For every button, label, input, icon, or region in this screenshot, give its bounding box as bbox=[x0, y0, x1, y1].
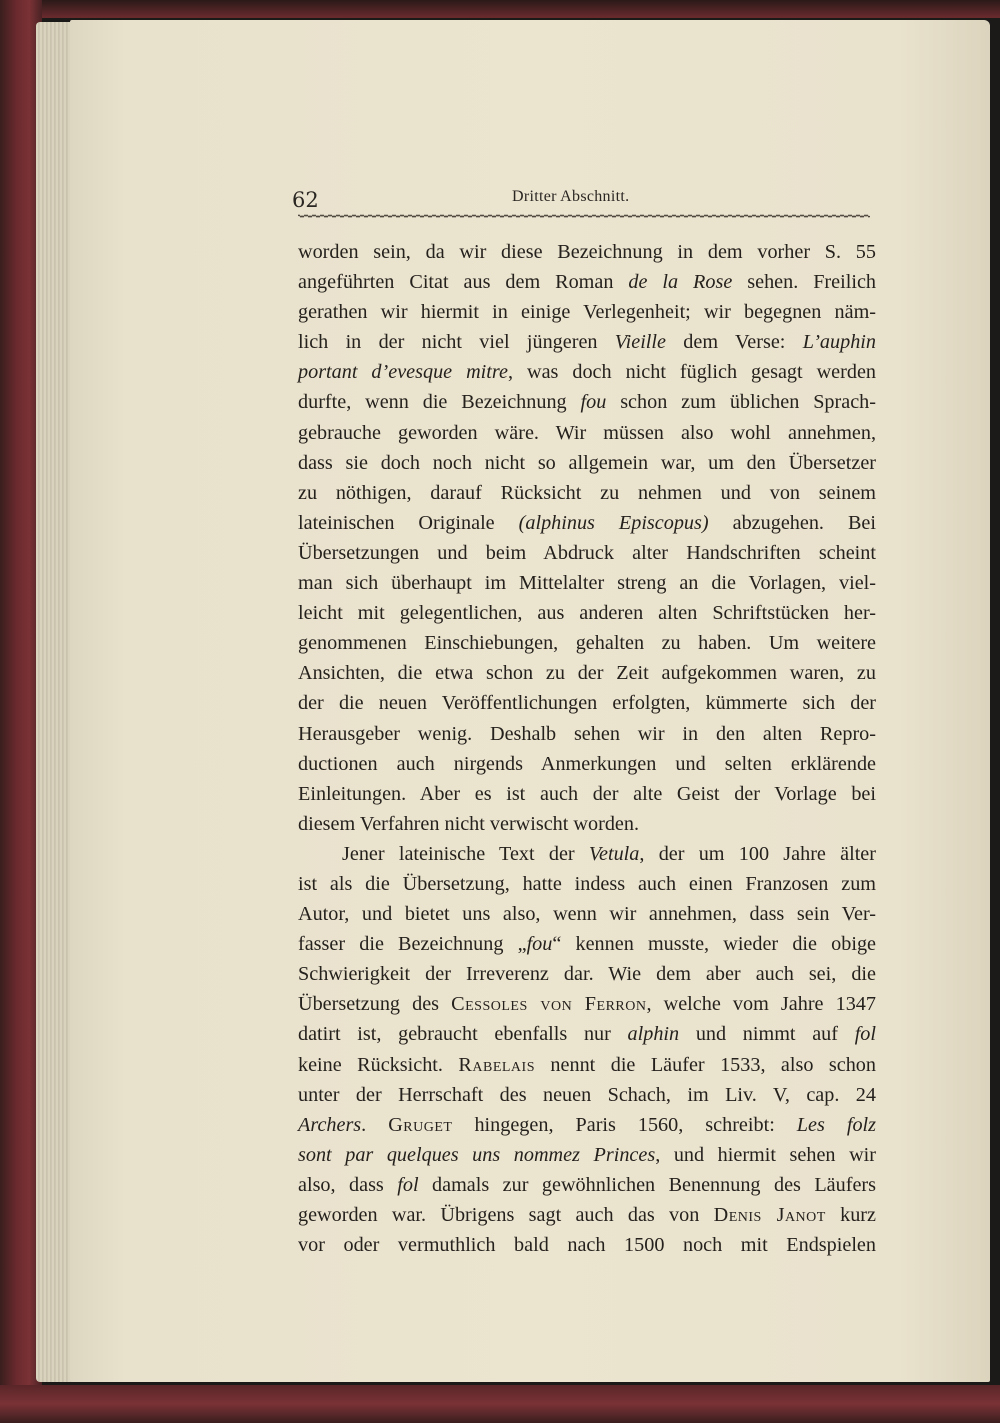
text-line: worden sein, da wir diese Bezeichnung in dem vorher S. 55 bbox=[298, 241, 876, 263]
running-head: Dritter Abschnitt. bbox=[512, 188, 630, 205]
text-line: dass sie doch noch nicht so allgemein war, um den Übersetzer bbox=[298, 451, 876, 474]
text-line: also, dass fol damals zur gewöhnlichen Benennung des Läufers bbox=[298, 1173, 876, 1196]
text-line: Übersetzungen und beim Abdruck alter Handschriften scheint bbox=[298, 541, 876, 564]
text-line: Schwierigkeit der Irreverenz dar. Wie dem aber auch sei, die bbox=[298, 963, 876, 986]
text-line: Archers. Gruget hingegen, Paris 1560, schreibt: Les folz bbox=[298, 1113, 877, 1136]
body-text bbox=[298, 237, 876, 1260]
text-line: durfte, wenn die Bezeichnung fou schon zum üblichen Sprach- bbox=[298, 391, 876, 414]
text-line: ist als die Übersetzung, hatte indess auch einen Franzosen zum bbox=[298, 872, 876, 895]
text-line: sont par quelques uns nommez Princes, und hiermit sehen wir bbox=[298, 1143, 877, 1166]
text-line: genommenen Einschiebungen, gehalten zu haben. Um weitere bbox=[298, 632, 876, 655]
text-line: Jener lateinische Text der Vetula, der um 100 Jahre älter bbox=[342, 842, 876, 865]
text-line: portant d’evesque mitre, was doch nicht füglich gesagt werden bbox=[298, 361, 877, 384]
text-line: man sich überhaupt im Mittelalter streng an die Vorlagen, viel- bbox=[298, 572, 876, 595]
text-line: leicht mit gelegentlichen, aus anderen alten Schriftstücken her- bbox=[298, 602, 876, 625]
text-line: datirt ist, gebraucht ebenfalls nur alphin und nimmt auf fol bbox=[298, 1023, 876, 1046]
text-line: gerathen wir hiermit in einige Verlegenheit; wir begegnen näm- bbox=[298, 301, 876, 324]
text-line: fasser die Bezeichnung „fou“ kennen musste, wieder die obige bbox=[298, 933, 876, 956]
text-line: diesem Verfahren nicht verwischt worden. bbox=[298, 812, 640, 835]
text-line: gebrauche geworden wäre. Wir müssen also wohl annehmen, bbox=[298, 421, 876, 444]
text-line: Übersetzung des Cessoles von Ferron, welche vom Jahre 1347 bbox=[298, 993, 876, 1016]
text-line: vor oder vermuthlich bald nach 1500 noch mit Endspielen bbox=[298, 1234, 876, 1257]
decorative-wavy-rule bbox=[298, 212, 870, 220]
text-line: lateinischen Originale (alphinus Episcopus) abzugehen. Bei bbox=[298, 511, 877, 534]
text-line: ductionen auch nirgends Anmerkungen und selten erklärende bbox=[298, 752, 876, 775]
text-line: Autor, und bietet uns also, wenn wir annehmen, dass sein Ver- bbox=[298, 903, 876, 926]
book-cover-top bbox=[0, 0, 1000, 18]
text-line: der die neuen Veröffentlichungen erfolgten, kümmerte sich der bbox=[298, 692, 876, 715]
text-line: zu nöthigen, darauf Rücksicht zu nehmen und von seinem bbox=[298, 481, 876, 504]
text-line: unter der Herrschaft des neuen Schach, im Liv. V, cap. 24 bbox=[298, 1083, 876, 1106]
text-line: geworden war. Übrigens sagt auch das von Denis Janot kurz bbox=[298, 1204, 876, 1226]
text-line: Ansichten, die etwa schon zu der Zeit aufgekommen waren, zu bbox=[298, 662, 876, 685]
text-line: Herausgeber wenig. Deshalb sehen wir in den alten Repro- bbox=[298, 722, 876, 745]
text-line: angeführten Citat aus dem Roman de la Rose sehen. Freilich bbox=[298, 271, 876, 294]
text-line: lich in der nicht viel jüngeren Vieille dem Verse: L’auphin bbox=[298, 331, 876, 354]
page-number: 62 bbox=[292, 188, 319, 212]
text-line: keine Rücksicht. Rabelais nennt die Läufer 1533, also schon bbox=[298, 1053, 876, 1076]
book-cover-bottom bbox=[0, 1385, 1000, 1423]
text-line: Einleitungen. Aber es ist auch der alte Geist der Vorlage bei bbox=[298, 782, 876, 805]
